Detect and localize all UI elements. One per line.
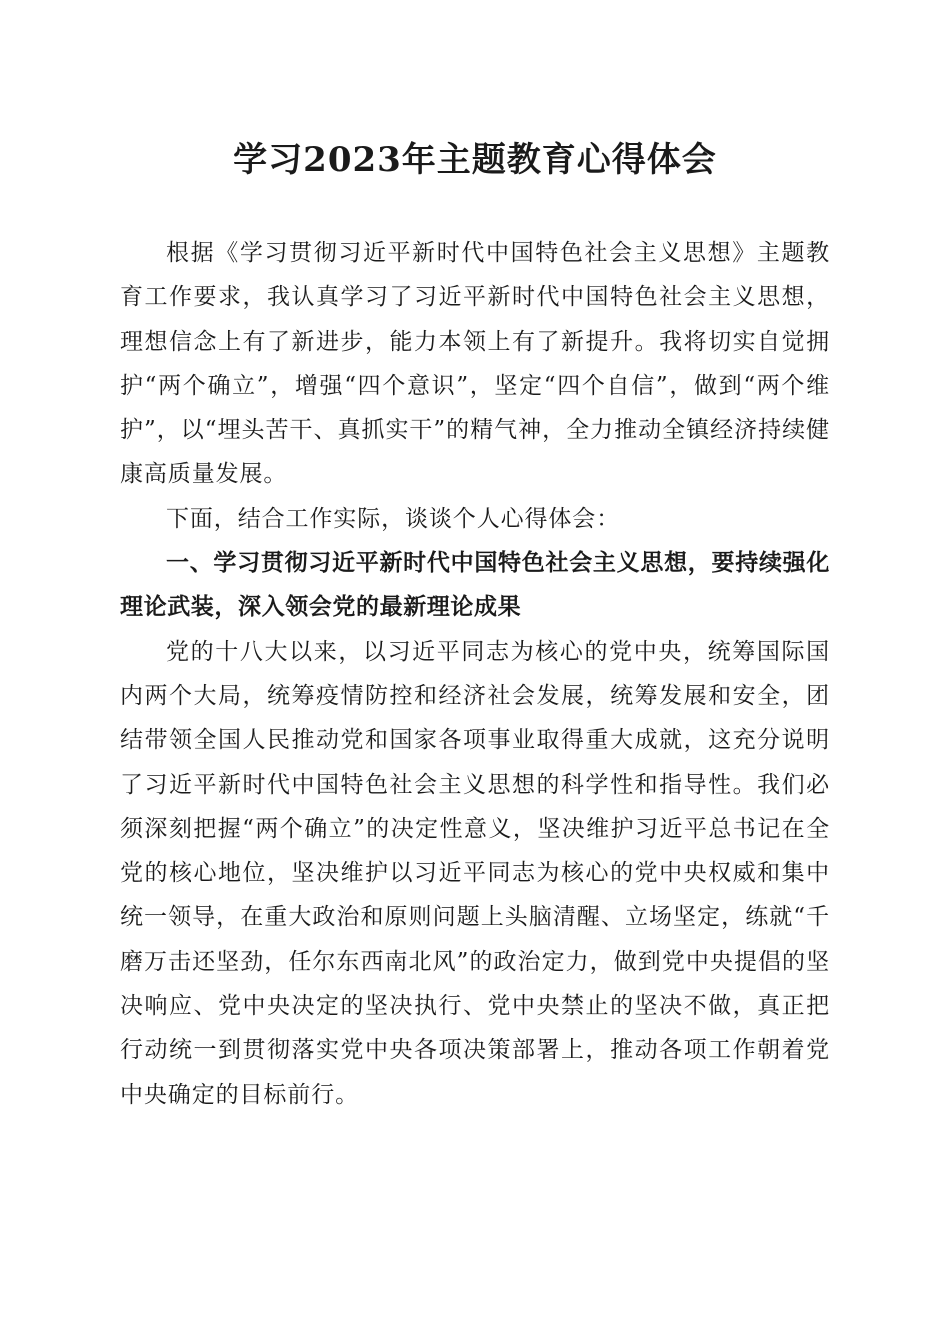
section-1-heading: 一、学习贯彻习近平新时代中国特色社会主义思想，要持续强化理论武装，深入领会党的最新理论成果 <box>120 550 830 621</box>
intro-paragraph: 根据《学习贯彻习近平新时代中国特色社会主义思想》主题教育工作要求，我认真学习了习近平新时代中国特色社会主义思想，理想信念上有了新进步，能力本领上有了新提升。我将切实自觉拥护“两个确立”，增强“四个意识”，坚定“四个自信”，做到“两个维护”，以“埋头苦干、真抓实干”的精气神，全力推动全镇经济持续健康高质量发展。 <box>120 240 830 488</box>
document-title: 学习2023年主题教育心得体会 <box>233 140 717 180</box>
section-1-paragraph: 党的十八大以来，以习近平同志为核心的党中央，统筹国际国内两个大局，统筹疫情防控和经济社会发展，统筹发展和安全，团结带领全国人民推动党和国家各项事业取得重大成就，这充分说明了习近平新时代中国特色社会主义思想的科学性和指导性。我们必须深刻把握“两个确立”的决定性意义，坚决维护习近平总书记在全党的核心地位，坚决维护以习近平同志为核心的党中央权威和集中统一领导，在重大政治和原则问题上头脑清醒、立场坚定，练就“千磨万击还坚劲，任尔东西南北风”的政治定力，做到党中央提倡的坚决响应、党中央决定的坚决执行、党中央禁止的坚决不做，真正把行动统一到贯彻落实党中央各项决策部署上，推动各项工作朝着党中央确定的目标前行。 <box>120 638 830 1108</box>
transition-paragraph: 下面，结合工作实际，谈谈个人心得体会： <box>166 505 621 532</box>
document-body <box>120 231 830 1117</box>
